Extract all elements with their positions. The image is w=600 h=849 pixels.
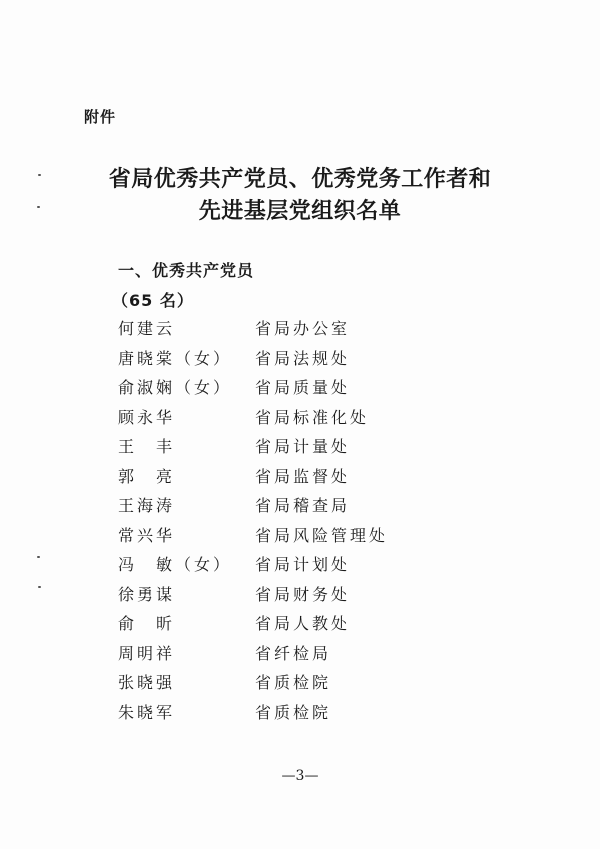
- member-unit: 省局法规处: [255, 348, 351, 368]
- member-unit: 省局计划处: [255, 555, 351, 574]
- member-unit: 省局监督处: [255, 466, 351, 486]
- member-name: 唐晓棠（女）: [118, 348, 233, 368]
- member-unit: 省质检院: [255, 673, 332, 692]
- member-name: 周明祥: [118, 643, 176, 663]
- list-item: [118, 344, 498, 374]
- list-item: [118, 609, 498, 639]
- member-unit: 省局计量处: [255, 437, 351, 456]
- list-item: [118, 314, 498, 344]
- member-list: [118, 314, 498, 727]
- document-title-line-2: 先进基层党组织名单: [198, 199, 402, 224]
- member-unit: 省局人教处: [255, 614, 351, 633]
- member-name: 冯 敏（女）: [118, 555, 233, 574]
- attachment-label: 附件: [84, 108, 117, 126]
- member-name: 郭 亮: [118, 466, 176, 486]
- scan-speck: [38, 586, 41, 588]
- list-item: [118, 521, 498, 551]
- member-name: 徐勇谋: [118, 584, 176, 604]
- member-unit: 省局稽查局: [255, 496, 351, 515]
- member-unit: 省质检院: [255, 702, 332, 722]
- member-name: 王海涛: [118, 496, 176, 515]
- section-count: （65 名）: [112, 291, 194, 310]
- member-name: 顾永华: [118, 407, 176, 427]
- list-item: [118, 580, 498, 610]
- member-name: 何建云: [118, 319, 176, 338]
- list-item: [118, 639, 498, 669]
- member-unit: 省局财务处: [255, 584, 351, 604]
- member-name: 张晓强: [118, 673, 176, 692]
- list-item: [118, 403, 498, 433]
- member-unit: 省局办公室: [255, 319, 351, 338]
- section-heading: 一、优秀共产党员: [118, 261, 255, 280]
- page-number: —3—: [281, 768, 319, 784]
- document-title-line-1: 省局优秀共产党员、优秀党务工作者和: [108, 167, 492, 192]
- list-item: [118, 462, 498, 492]
- list-item: [118, 491, 498, 521]
- list-item: [118, 373, 498, 403]
- member-unit: 省局质量处: [255, 378, 351, 397]
- list-item: [118, 432, 498, 462]
- member-name: 俞淑娴（女）: [118, 378, 233, 397]
- member-name: 常兴华: [118, 525, 176, 545]
- member-unit: 省纤检局: [255, 643, 332, 663]
- scan-speck: [37, 556, 40, 558]
- list-item: [118, 698, 498, 728]
- member-unit: 省局风险管理处: [255, 525, 389, 545]
- list-item: [118, 550, 498, 580]
- member-name: 俞 昕: [118, 614, 176, 633]
- member-name: 王 丰: [118, 437, 176, 456]
- list-item: [118, 668, 498, 698]
- member-name: 朱晓军: [118, 702, 176, 722]
- member-unit: 省局标准化处: [255, 407, 370, 427]
